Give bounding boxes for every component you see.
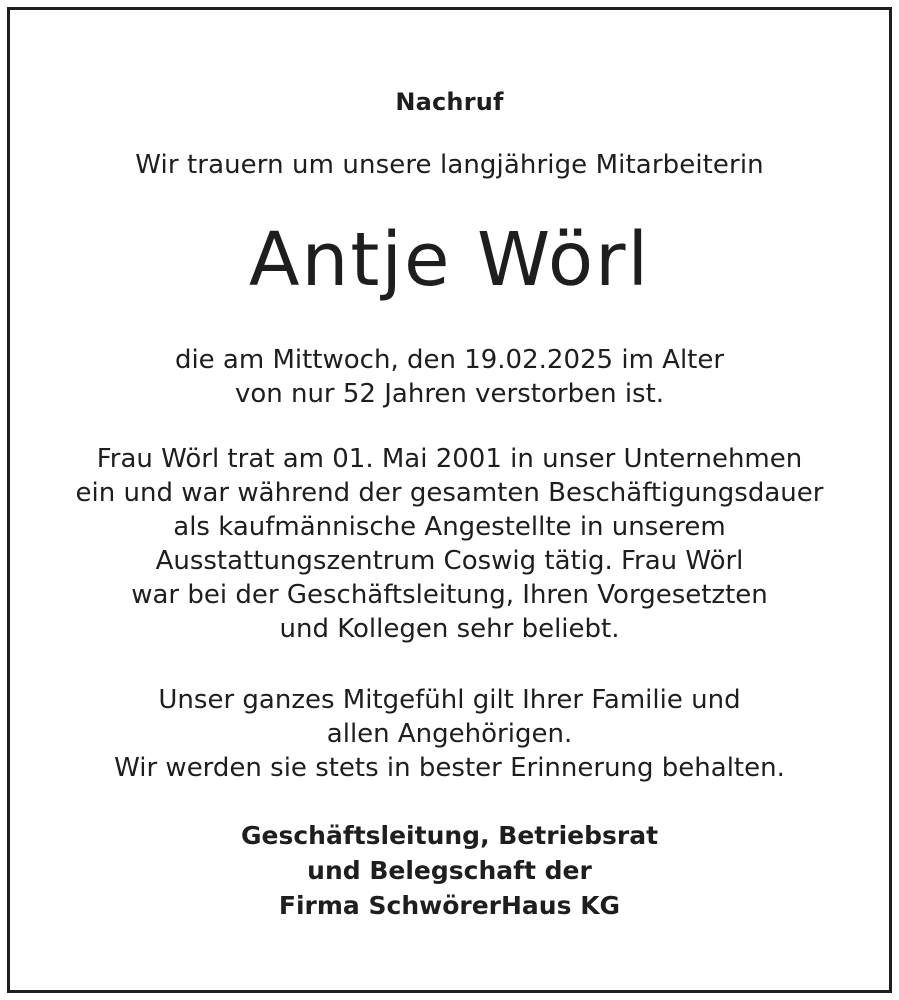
death-notice-line: die am Mittwoch, den 19.02.2025 im Alter	[174, 345, 725, 375]
deceased-name: Antje Wörl	[248, 217, 651, 303]
tribute-line: Ausstattungszentrum Coswig tätig. Frau Wörl	[155, 546, 744, 576]
death-notice	[10, 343, 889, 411]
condolence-line: Unser ganzes Mitgefühl gilt Ihrer Familie und	[158, 685, 741, 715]
tribute-line: ein und war während der gesamten Beschäftigungsdauer	[75, 478, 824, 508]
condolence-paragraph	[10, 683, 889, 785]
signature-line: Geschäftsleitung, Betriebsrat	[240, 821, 659, 850]
signature-block	[10, 818, 889, 923]
tribute-line: als kaufmännische Angestellte in unserem	[173, 512, 726, 542]
obituary-notice	[7, 7, 892, 993]
tribute-line: war bei der Geschäftsleitung, Ihren Vorgesetzten	[131, 580, 768, 610]
tribute-line: Frau Wörl trat am 01. Mai 2001 in unser Unternehmen	[96, 444, 803, 474]
intro-line: Wir trauern um unsere langjährige Mitarbeiterin	[135, 150, 764, 180]
tribute-paragraph	[10, 442, 889, 646]
signature-line: und Belegschaft der	[307, 856, 592, 885]
condolence-line: allen Angehörigen.	[326, 719, 573, 749]
death-notice-line: von nur 52 Jahren verstorben ist.	[234, 379, 665, 409]
notice-heading: Nachruf	[395, 88, 504, 116]
signature-line: Firma SchwörerHaus KG	[278, 891, 621, 920]
tribute-line: und Kollegen sehr beliebt.	[279, 614, 620, 644]
condolence-line: Wir werden sie stets in bester Erinnerung behalten.	[114, 753, 785, 783]
